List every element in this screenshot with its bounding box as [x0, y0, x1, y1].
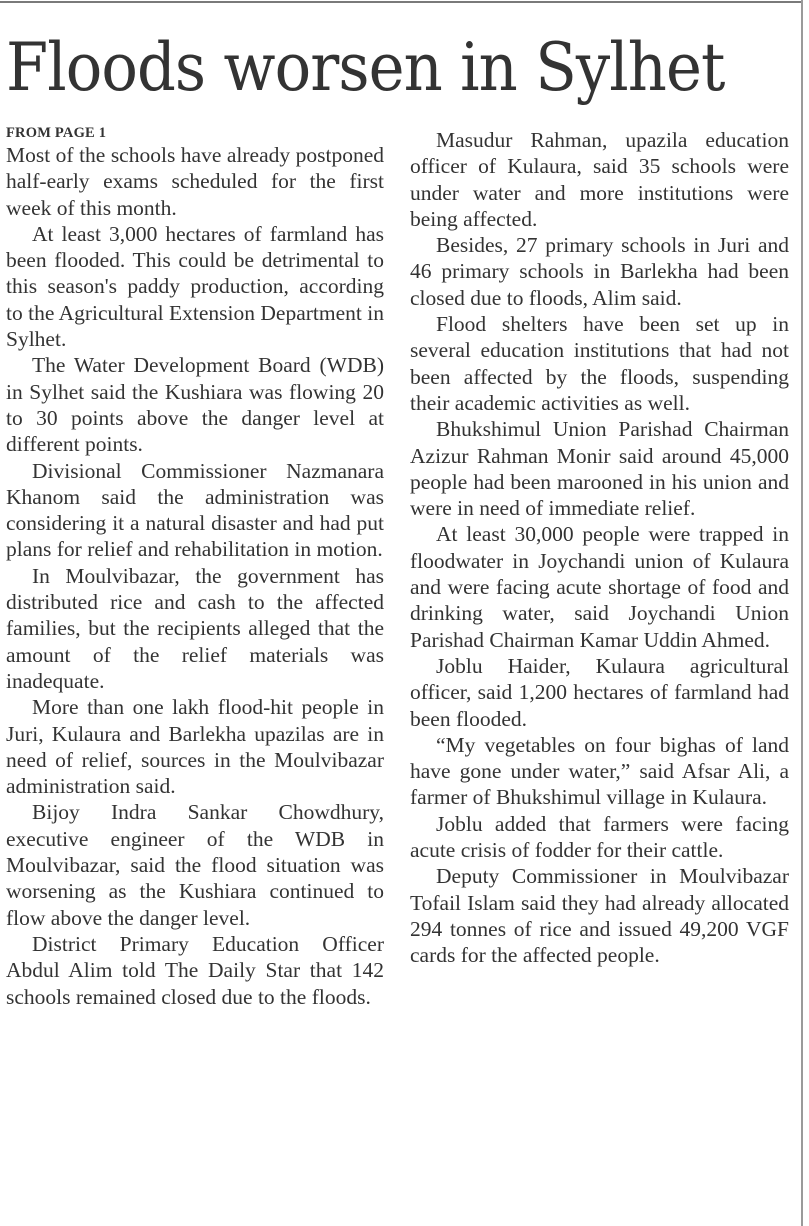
- paragraph: Bijoy Indra Sankar Chowdhury, executive engineer of the WDB in Moulvibazar, said the flood situation was worsening as the Kushiara continued to flow above the danger level.: [6, 800, 384, 930]
- paragraph: At least 30,000 people were trapped in floodwater in Joychandi union of Kulaura and were facing acute shortage of food and drinking water, said Joychandi Union Parishad Chairman Kamar Uddin Ahmed.: [410, 522, 789, 652]
- paragraph: In Moulvibazar, the government has distributed rice and cash to the affected families, but the recipients alleged that the amount of the relief materials was inadequate.: [6, 563, 384, 693]
- paragraph: Besides, 27 primary schools in Juri and 46 primary schools in Barlekha had been closed due to floods, Alim said.: [410, 233, 789, 310]
- paragraph: Most of the schools have already postponed half-early exams scheduled for the first week of this month.: [6, 143, 384, 220]
- paragraph: Masudur Rahman, upazila education officer of Kulaura, said 35 schools were under water and more institutions were being affected.: [410, 128, 789, 231]
- paragraph: Flood shelters have been set up in several education institutions that had not been affected by the floods, suspending their academic activities as well.: [410, 312, 789, 415]
- column-rule-right: [801, 0, 803, 1226]
- paragraph: District Primary Education Officer Abdul Alim told The Daily Star that 142 schools remained closed due to the floods.: [6, 931, 384, 1009]
- paragraph: The Water Development Board (WDB) in Sylhet said the Kushiara was flowing 20 to 30 points above the danger level at different points.: [6, 353, 384, 457]
- paragraph: Bhukshimul Union Parishad Chairman Azizur Rahman Monir said around 45,000 people had been marooned in his union and were in need of immediate relief.: [410, 417, 789, 521]
- top-rule: [0, 1, 802, 3]
- paragraph: At least 3,000 hectares of farmland has been flooded. This could be detrimental to this season's paddy production, according to the Agricultural Extension Department in Sylhet.: [6, 221, 384, 352]
- paragraph: Divisional Commissioner Nazmanara Khanom said the administration was considering it a natural disaster and had put plans for relief and rehabilitation in motion.: [6, 458, 384, 562]
- paragraph: Deputy Commissioner in Moulvibazar Tofail Islam said they had already allocated 294 tonnes of rice and issued 49,200 VGF cards for the affected people.: [410, 864, 789, 968]
- article-column-right: [410, 127, 789, 969]
- article-column-left: [6, 126, 384, 1010]
- paragraph: Joblu Haider, Kulaura agricultural officer, said 1,200 hectares of farmland had been flooded.: [410, 653, 789, 731]
- kicker-from-page: FROM PAGE 1: [6, 125, 107, 141]
- paragraph: More than one lakh flood-hit people in Juri, Kulaura and Barlekha upazilas are in need of relief, sources in the Moulvibazar administration said.: [6, 695, 384, 799]
- headline: Floods worsen in Sylhet: [6, 29, 725, 106]
- paragraph: “My vegetables on four bighas of land have gone under water,” said Afsar Ali, a farmer of Bhukshimul village in Kulaura.: [410, 732, 789, 810]
- paragraph: Joblu added that farmers were facing acute crisis of fodder for their cattle.: [410, 811, 789, 863]
